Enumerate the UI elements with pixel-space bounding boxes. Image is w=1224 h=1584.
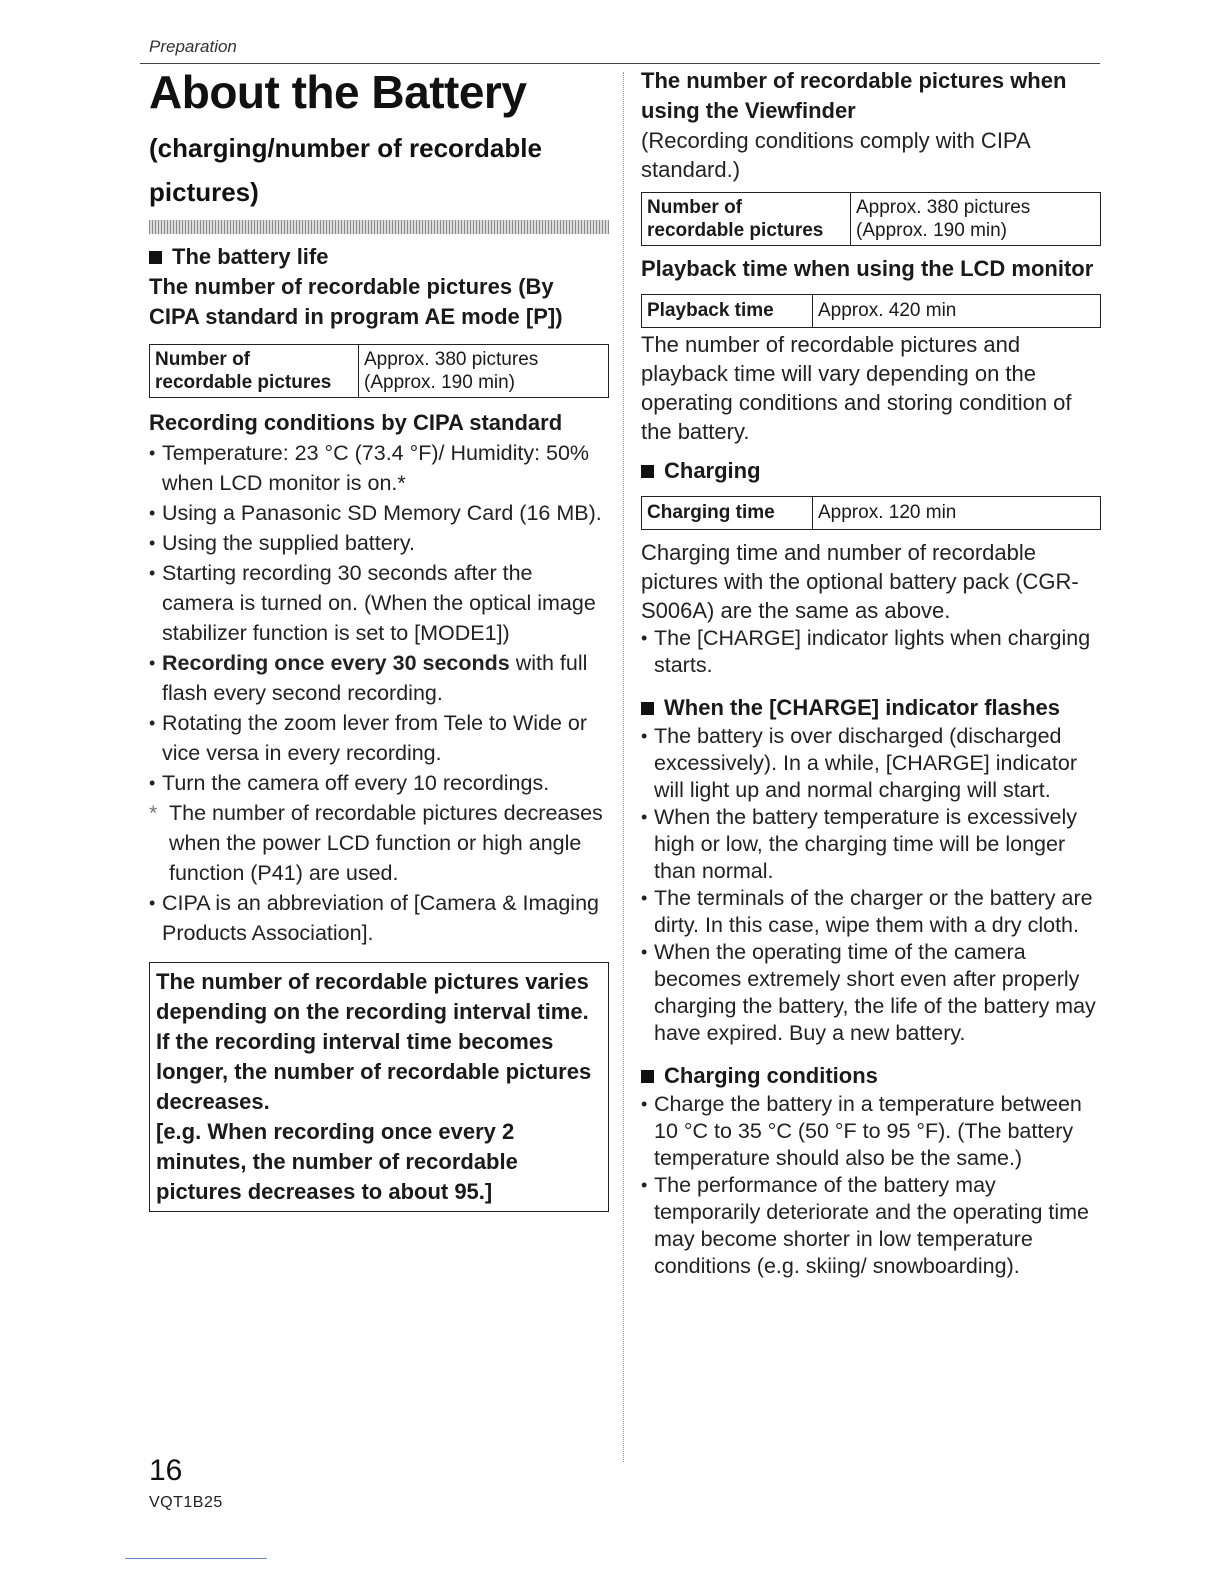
list-item: • The battery is over discharged (discharged excessively). In a while, [CHARGE] indicator will light up and normal charging will start. — [641, 723, 1101, 804]
right-column — [641, 66, 1101, 1280]
charging-heading — [641, 456, 1101, 486]
notice-paragraph: [e.g. When recording once every 2 minutes, the number of recordable pictures decreases to about 95.] — [156, 1119, 518, 1204]
playback-note: The number of recordable pictures and playback time will vary depending on the operating conditions and storing condition of the battery. — [641, 332, 1072, 444]
table-value-line: (Approx. 190 min) — [364, 372, 516, 393]
bold-lead: Recording once every 30 seconds — [162, 651, 510, 675]
notice-paragraph: The number of recordable pictures varies depending on the recording interval time. — [156, 969, 589, 1024]
asterisk-icon: * — [149, 801, 158, 825]
recordable-pictures-table — [149, 344, 609, 398]
table-value-cell — [359, 345, 609, 398]
list-item: • Temperature: 23 °C (73.4 °F)/ Humidity: 50% when LCD monitor is on.* — [149, 438, 609, 498]
page-title: About the Battery — [149, 66, 527, 118]
table-key-cell — [642, 193, 851, 246]
table-row — [642, 193, 1101, 246]
charging-conditions-heading — [641, 1061, 1101, 1091]
table-key-line: recordable pictures — [647, 220, 824, 241]
list-item — [149, 648, 609, 708]
flashes-list — [641, 723, 1101, 1047]
list-item: • The [CHARGE] indicator lights when charging starts. — [641, 625, 1101, 679]
table-key-cell: Playback time — [642, 295, 813, 328]
table-value-cell — [851, 193, 1101, 246]
square-bullet-icon — [641, 1070, 654, 1083]
left-column — [149, 66, 609, 1212]
charging-note: Charging time and number of recordable pictures with the optional battery pack (CGR-S006A) are the same as above. — [641, 540, 1079, 623]
table-row — [150, 345, 609, 398]
table-key-line: Number of — [155, 349, 250, 370]
battery-life-heading-text: The battery life — [172, 244, 329, 269]
viewfinder-table — [641, 192, 1101, 246]
table-row — [642, 295, 1101, 328]
list-item: • CIPA is an abbreviation of [Camera & Imaging Products Association]. — [149, 888, 609, 948]
charging-table — [641, 496, 1101, 530]
cipa-list — [149, 888, 609, 948]
playback-table — [641, 294, 1101, 328]
table-key-cell — [150, 345, 359, 398]
document-code: VQT1B25 — [149, 1494, 223, 1511]
conditions-heading: Recording conditions by CIPA standard — [149, 410, 563, 435]
top-rule — [140, 63, 1100, 64]
table-value-line: Approx. 380 pictures — [364, 349, 539, 370]
list-item: • Charge the battery in a temperature between 10 °C to 35 °C (50 °F to 95 °F). (The battery temperature should also be the same.) — [641, 1091, 1101, 1172]
table-value-line: (Approx. 190 min) — [856, 220, 1008, 241]
interval-notice-box — [149, 962, 609, 1212]
list-item: • Using a Panasonic SD Memory Card (16 MB). — [149, 498, 609, 528]
list-item: • The terminals of the charger or the battery are dirty. In this case, wipe them with a dry cloth. — [641, 885, 1101, 939]
list-item-text: with full flash every second recording. — [162, 651, 588, 705]
table-key-line: Number of — [647, 197, 742, 218]
charging-heading-text: Charging — [664, 458, 761, 483]
viewfinder-subtext: (Recording conditions comply with CIPA standard.) — [641, 128, 1030, 182]
page-number: 16 — [149, 1454, 183, 1487]
section-label: Preparation — [149, 37, 237, 56]
square-bullet-icon — [149, 251, 162, 264]
square-bullet-icon — [641, 465, 654, 478]
table-key-line: recordable pictures — [155, 372, 332, 393]
list-item: • The performance of the battery may temporarily deteriorate and the operating time may become shorter in low temperature conditions (e.g. skiing/ snowboarding). — [641, 1172, 1101, 1280]
charging-conditions-list — [641, 1091, 1101, 1280]
square-bullet-icon — [641, 702, 654, 715]
recordable-pictures-heading: The number of recordable pictures (By CIPA standard in program AE mode [P]) — [149, 274, 563, 329]
viewfinder-heading: The number of recordable pictures when using the Viewfinder — [641, 68, 1067, 123]
charging-conditions-heading-text: Charging conditions — [664, 1063, 878, 1088]
list-item: • When the battery temperature is excessively high or low, the charging time will be longer than normal. — [641, 804, 1101, 885]
table-row — [642, 497, 1101, 530]
table-value-cell: Approx. 420 min — [813, 295, 1101, 328]
conditions-list — [149, 438, 609, 798]
flashes-heading — [641, 693, 1101, 723]
charging-list — [641, 625, 1101, 679]
table-key-cell: Charging time — [642, 497, 813, 530]
hatched-divider — [149, 220, 609, 234]
note-text: The number of recordable pictures decreases when the power LCD function or high angle function (P41) are used. — [169, 801, 603, 885]
list-item: • Rotating the zoom lever from Tele to Wide or vice versa in every recording. — [149, 708, 609, 768]
page-subtitle: (charging/number of recordable pictures) — [149, 133, 542, 207]
column-divider — [623, 72, 624, 1462]
list-item: • Turn the camera off every 10 recordings. — [149, 768, 609, 798]
flashes-heading-text: When the [CHARGE] indicator flashes — [664, 695, 1061, 720]
list-item: • When the operating time of the camera becomes extremely short even after properly charging the battery, the life of the battery may have expired. Buy a new battery. — [641, 939, 1101, 1047]
list-item: • Starting recording 30 seconds after the camera is turned on. (When the optical image stabilizer function is set to [MODE1]) — [149, 558, 609, 648]
playback-heading: Playback time when using the LCD monitor — [641, 256, 1094, 281]
battery-life-heading — [149, 242, 609, 272]
table-value-cell: Approx. 120 min — [813, 497, 1101, 530]
notice-paragraph: If the recording interval time becomes longer, the number of recordable pictures decreases. — [156, 1029, 592, 1114]
table-value-line: Approx. 380 pictures — [856, 197, 1031, 218]
list-item: • Using the supplied battery. — [149, 528, 609, 558]
asterisk-note — [149, 798, 609, 888]
footer-line — [125, 1558, 267, 1559]
